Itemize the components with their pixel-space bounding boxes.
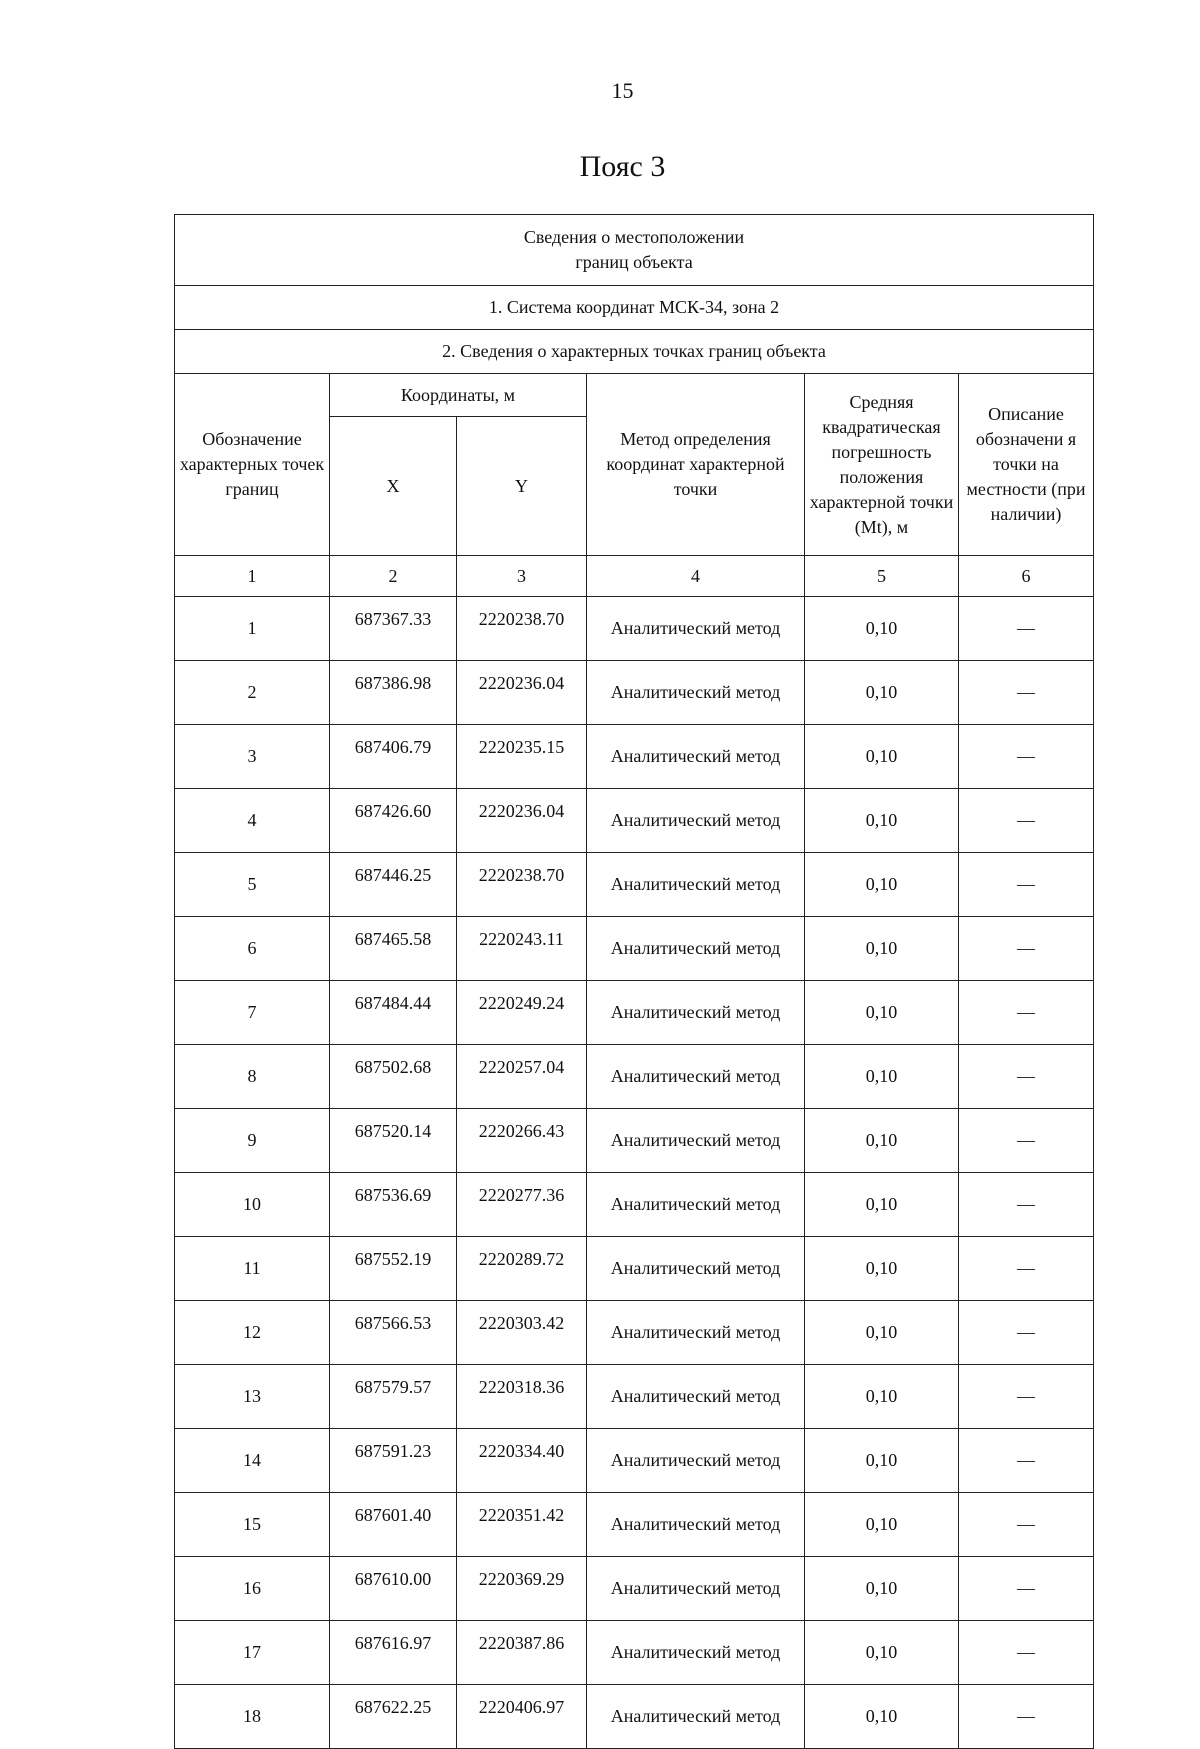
description-cell: — (959, 1685, 1094, 1749)
y-coordinate-cell: 2220369.29 (457, 1557, 587, 1621)
header-row-1 (175, 374, 1094, 417)
method-cell: Аналитический метод (587, 1685, 805, 1749)
error-cell: 0,10 (805, 1557, 959, 1621)
header-y: Y (457, 417, 587, 556)
description-cell: — (959, 917, 1094, 981)
x-coordinate-cell: 687386.98 (330, 661, 457, 725)
header-x: X (330, 417, 457, 556)
error-cell: 0,10 (805, 1045, 959, 1109)
description-cell: — (959, 1493, 1094, 1557)
point-cell: 3 (175, 725, 330, 789)
y-coordinate-cell: 2220238.70 (457, 597, 587, 661)
x-coordinate-cell: 687367.33 (330, 597, 457, 661)
x-coordinate-cell: 687566.53 (330, 1301, 457, 1365)
description-cell: — (959, 789, 1094, 853)
table-row (175, 1429, 1094, 1493)
error-cell: 0,10 (805, 1621, 959, 1685)
table-title-row (175, 215, 1094, 286)
coord-system-row (175, 286, 1094, 330)
point-cell: 17 (175, 1621, 330, 1685)
method-cell: Аналитический метод (587, 661, 805, 725)
y-coordinate-cell: 2220351.42 (457, 1493, 587, 1557)
point-cell: 2 (175, 661, 330, 725)
coord-system: 1. Система координат МСК-34, зона 2 (175, 286, 1094, 330)
x-coordinate-cell: 687484.44 (330, 981, 457, 1045)
description-cell: — (959, 853, 1094, 917)
method-cell: Аналитический метод (587, 1173, 805, 1237)
section-row (175, 330, 1094, 374)
point-cell: 5 (175, 853, 330, 917)
error-cell: 0,10 (805, 1237, 959, 1301)
x-coordinate-cell: 687552.19 (330, 1237, 457, 1301)
table-row (175, 725, 1094, 789)
column-number-row (175, 556, 1094, 597)
table-row (175, 597, 1094, 661)
error-cell: 0,10 (805, 1429, 959, 1493)
x-coordinate-cell: 687536.69 (330, 1173, 457, 1237)
table-row (175, 1237, 1094, 1301)
method-cell: Аналитический метод (587, 853, 805, 917)
error-cell: 0,10 (805, 1685, 959, 1749)
x-coordinate-cell: 687446.25 (330, 853, 457, 917)
page-number: 15 (611, 78, 634, 103)
header-point: Обозначение характерных точек границ (175, 374, 330, 556)
table-row (175, 1557, 1094, 1621)
column-number: 6 (959, 556, 1094, 597)
error-cell: 0,10 (805, 1301, 959, 1365)
point-cell: 12 (175, 1301, 330, 1365)
y-coordinate-cell: 2220406.97 (457, 1685, 587, 1749)
method-cell: Аналитический метод (587, 1429, 805, 1493)
point-cell: 10 (175, 1173, 330, 1237)
header-error: Средняя квадратическая погрешность положения характерной точки (Mt), м (805, 374, 959, 556)
error-cell: 0,10 (805, 725, 959, 789)
point-cell: 11 (175, 1237, 330, 1301)
error-cell: 0,10 (805, 981, 959, 1045)
y-coordinate-cell: 2220266.43 (457, 1109, 587, 1173)
y-coordinate-cell: 2220387.86 (457, 1621, 587, 1685)
description-cell: — (959, 1557, 1094, 1621)
description-cell: — (959, 1109, 1094, 1173)
point-cell: 8 (175, 1045, 330, 1109)
error-cell: 0,10 (805, 1109, 959, 1173)
x-coordinate-cell: 687502.68 (330, 1045, 457, 1109)
description-cell: — (959, 1045, 1094, 1109)
table-row (175, 789, 1094, 853)
y-coordinate-cell: 2220289.72 (457, 1237, 587, 1301)
method-cell: Аналитический метод (587, 981, 805, 1045)
x-coordinate-cell: 687406.79 (330, 725, 457, 789)
x-coordinate-cell: 687616.97 (330, 1621, 457, 1685)
point-cell: 9 (175, 1109, 330, 1173)
table-row (175, 1493, 1094, 1557)
description-cell: — (959, 981, 1094, 1045)
x-coordinate-cell: 687622.25 (330, 1685, 457, 1749)
column-number: 1 (175, 556, 330, 597)
method-cell: Аналитический метод (587, 1621, 805, 1685)
description-cell: — (959, 661, 1094, 725)
zone-title: Пояс 3 (579, 150, 666, 183)
x-coordinate-cell: 687601.40 (330, 1493, 457, 1557)
error-cell: 0,10 (805, 597, 959, 661)
description-cell: — (959, 1173, 1094, 1237)
description-cell: — (959, 1301, 1094, 1365)
y-coordinate-cell: 2220257.04 (457, 1045, 587, 1109)
table-row (175, 1301, 1094, 1365)
y-coordinate-cell: 2220334.40 (457, 1429, 587, 1493)
method-cell: Аналитический метод (587, 1557, 805, 1621)
description-cell: — (959, 725, 1094, 789)
column-number: 3 (457, 556, 587, 597)
table-row (175, 917, 1094, 981)
table-row (175, 1045, 1094, 1109)
y-coordinate-cell: 2220235.15 (457, 725, 587, 789)
point-cell: 1 (175, 597, 330, 661)
method-cell: Аналитический метод (587, 1237, 805, 1301)
method-cell: Аналитический метод (587, 597, 805, 661)
y-coordinate-cell: 2220277.36 (457, 1173, 587, 1237)
error-cell: 0,10 (805, 917, 959, 981)
method-cell: Аналитический метод (587, 917, 805, 981)
section-title: 2. Сведения о характерных точках границ объекта (175, 330, 1094, 374)
table-title-line-1: Сведения о местоположении (523, 227, 745, 247)
y-coordinate-cell: 2220243.11 (457, 917, 587, 981)
method-cell: Аналитический метод (587, 1493, 805, 1557)
header-coords: Координаты, м (330, 374, 587, 417)
x-coordinate-cell: 687610.00 (330, 1557, 457, 1621)
table-row (175, 1109, 1094, 1173)
table-title (175, 215, 1094, 286)
y-coordinate-cell: 2220236.04 (457, 661, 587, 725)
column-number: 4 (587, 556, 805, 597)
x-coordinate-cell: 687426.60 (330, 789, 457, 853)
method-cell: Аналитический метод (587, 1301, 805, 1365)
x-coordinate-cell: 687591.23 (330, 1429, 457, 1493)
table-row (175, 1685, 1094, 1749)
y-coordinate-cell: 2220318.36 (457, 1365, 587, 1429)
method-cell: Аналитический метод (587, 1365, 805, 1429)
table-row (175, 1621, 1094, 1685)
column-number: 5 (805, 556, 959, 597)
y-coordinate-cell: 2220238.70 (457, 853, 587, 917)
error-cell: 0,10 (805, 853, 959, 917)
x-coordinate-cell: 687465.58 (330, 917, 457, 981)
description-cell: — (959, 1365, 1094, 1429)
column-number: 2 (330, 556, 457, 597)
point-cell: 6 (175, 917, 330, 981)
table-row (175, 1173, 1094, 1237)
point-cell: 4 (175, 789, 330, 853)
point-cell: 13 (175, 1365, 330, 1429)
boundary-points-table (174, 214, 1094, 1749)
table-row (175, 661, 1094, 725)
x-coordinate-cell: 687520.14 (330, 1109, 457, 1173)
description-cell: — (959, 1237, 1094, 1301)
error-cell: 0,10 (805, 1365, 959, 1429)
y-coordinate-cell: 2220236.04 (457, 789, 587, 853)
y-coordinate-cell: 2220303.42 (457, 1301, 587, 1365)
header-method: Метод определения координат характерной точки (587, 374, 805, 556)
method-cell: Аналитический метод (587, 789, 805, 853)
y-coordinate-cell: 2220249.24 (457, 981, 587, 1045)
error-cell: 0,10 (805, 1493, 959, 1557)
table-row (175, 1365, 1094, 1429)
table-row (175, 853, 1094, 917)
error-cell: 0,10 (805, 1173, 959, 1237)
description-cell: — (959, 1429, 1094, 1493)
description-cell: — (959, 597, 1094, 661)
header-description: Описание обозначени я точки на местности (при наличии) (959, 374, 1094, 556)
error-cell: 0,10 (805, 661, 959, 725)
description-cell: — (959, 1621, 1094, 1685)
point-cell: 16 (175, 1557, 330, 1621)
point-cell: 7 (175, 981, 330, 1045)
point-cell: 18 (175, 1685, 330, 1749)
method-cell: Аналитический метод (587, 1045, 805, 1109)
point-cell: 14 (175, 1429, 330, 1493)
point-cell: 15 (175, 1493, 330, 1557)
error-cell: 0,10 (805, 789, 959, 853)
x-coordinate-cell: 687579.57 (330, 1365, 457, 1429)
method-cell: Аналитический метод (587, 1109, 805, 1173)
table-title-line-2: границ объекта (575, 252, 693, 272)
table-row (175, 981, 1094, 1045)
method-cell: Аналитический метод (587, 725, 805, 789)
